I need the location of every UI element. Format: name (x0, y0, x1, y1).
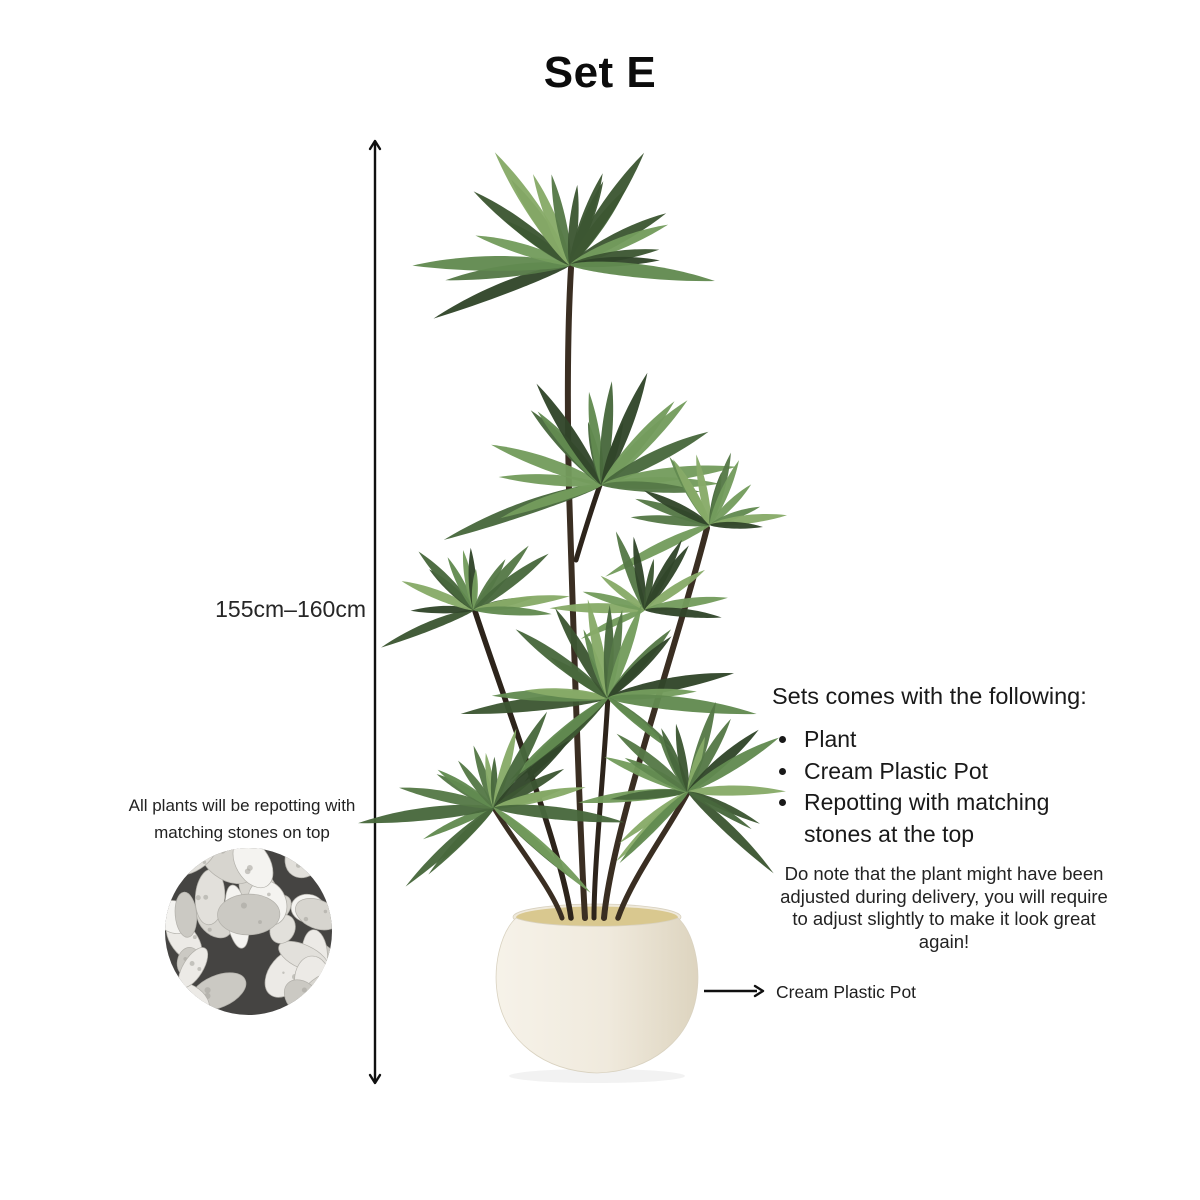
list-item-plant: • Plant (800, 724, 1116, 756)
repotting-note (118, 792, 366, 846)
page-title: Set E (543, 48, 657, 97)
repotting-note-line2: matching stones on top (154, 823, 330, 842)
stones-group (165, 848, 332, 1015)
pot-front (496, 918, 698, 1083)
height-label: 155cm–160cm (215, 596, 366, 622)
set-contents-list (772, 724, 1116, 850)
stones-image (165, 848, 332, 1015)
pot-callout-label: Cream Plastic Pot (776, 982, 917, 1002)
plant-image (380, 130, 800, 1075)
set-contents-heading: Sets comes with the following: (772, 683, 1087, 709)
list-item-repotting: • Repotting with matching stones at the top (800, 787, 1116, 850)
delivery-note: Do note that the plant might have been adjusted during delivery, you will require to adjust slightly to make it look great again! (780, 863, 1108, 952)
list-item-pot: • Cream Plastic Pot (800, 756, 1116, 788)
set-contents-panel (772, 683, 1116, 953)
repotting-note-line1: All plants will be repotting with (128, 796, 356, 815)
pot-callout-arrow (702, 983, 766, 999)
